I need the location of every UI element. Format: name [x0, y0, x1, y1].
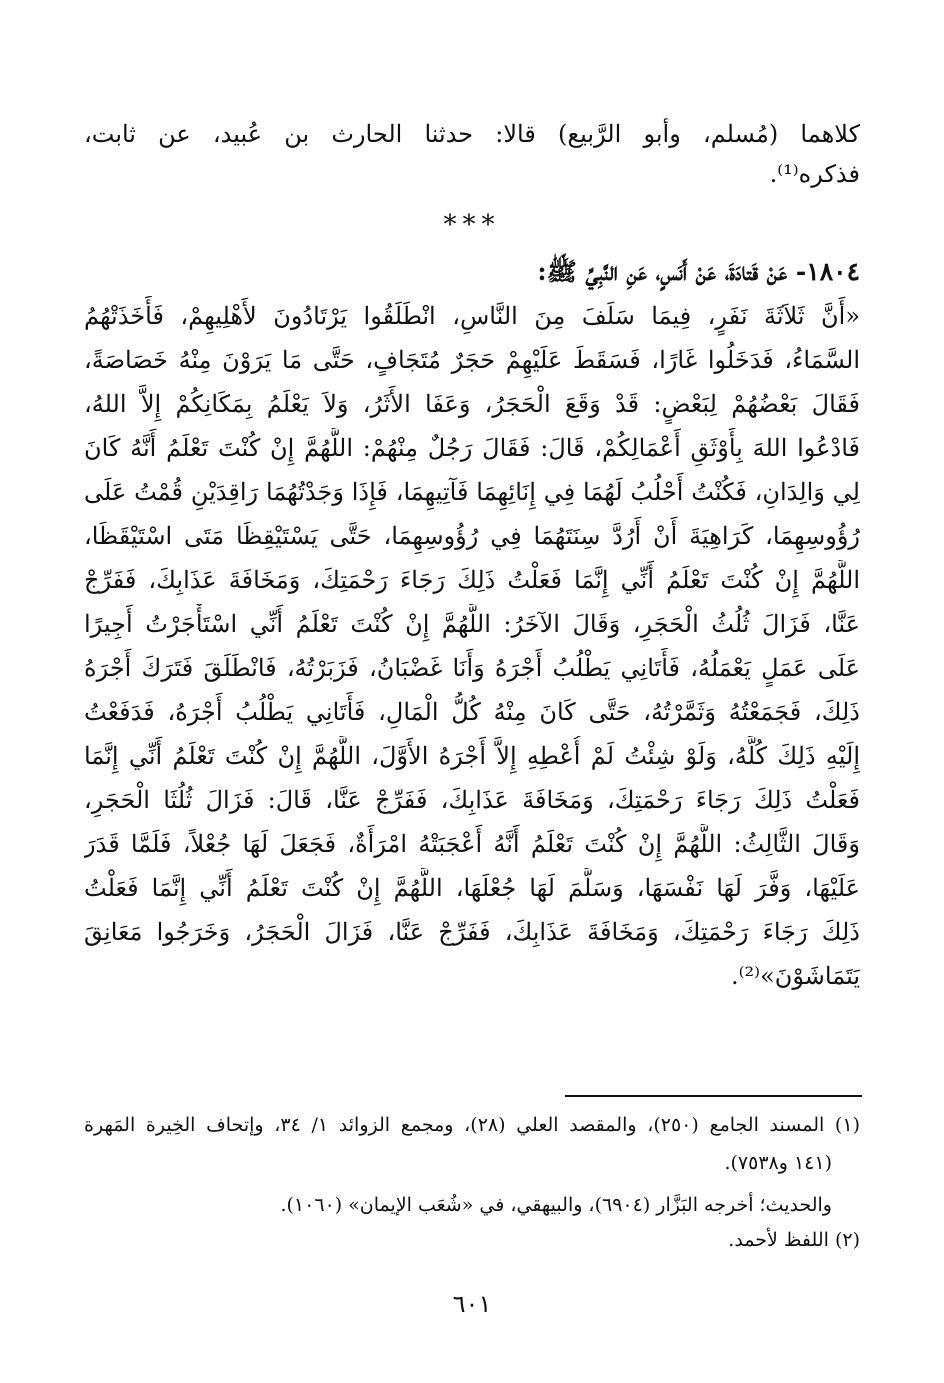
hadith-line: ذَلِكَ رَجَاءَ رَحْمَتِكَ، وَمَخَافَةَ عَذَابِكَ، فَفَرِّجْ عَنَّا، فَزَالَ الْحَجَرُ، وَخَرَجُوا مَعَانِقَ	[84, 918, 860, 946]
hadith-line: السَّمَاءُ، فَدَخَلُوا غَارًا، فَسَقَطَ عَلَيْهِمْ حَجَرٌ مُتَجَافٍ، حَتَّى مَا يَرَوْنَ مِنْهُ خَصَاصَةً،	[84, 346, 860, 374]
hadith-line: رُؤُوسِهِمَا، كَرَاهِيَةَ أَنْ أَرُدَّ سِنَتَهُمَا فِي رُؤُوسِهِمَا، حَتَّى يَسْتَيْقِظَا مَتَى اسْتَيْقَظَا،	[84, 522, 860, 550]
hadith-line: فَادْعُوا اللهَ بِأَوْثَقِ أَعْمَالِكُمْ، قَالَ: فَقَالَ رَجُلٌ مِنْهُمْ: اللَّهُمَّ إِنْ كُنْتَ تَعْلَمُ أَنَّهُ كَانَ	[84, 434, 860, 462]
intro-line-1: كلاهما (مُسلم، وأبو الرَّبيع) قالا: حدثنا الحارث بن عُبيد، عن ثابت،	[84, 120, 860, 148]
hadith-line: عَلَيْهَا، وَفَّرَ لَهَا نَفْسَهَا، وَسَلَّمَ لَهَا جُعْلَهَا، اللَّهُمَّ إِنْ كُنْتَ تَعْلَمُ أَنِّي إِنَّمَا فَعَلْتُ	[84, 874, 860, 902]
page-number: ٦٠١	[452, 1290, 492, 1318]
footnote-1-continuation: (١٤١ و٧٥٣٨).	[724, 1152, 832, 1174]
hadith-line: ذَلِكَ، فَجَمَعْتُهُ وَثَمَّرْتُهُ، حَتَّى كَانَ مِنْهُ كُلُّ الْمَالِ، فَأَتَانِي يَطْلُبُ أَجْرَهُ، فَدَفَعْتُ	[84, 698, 860, 726]
footnote-1: (١) المسند الجامع (٢٥٠)، والمقصد العلي (٢٨)، ومجمع الزوائد ١/ ٣٤، وإتحاف الخِيرة المَهرة	[84, 1114, 860, 1136]
hadith-line: لِي وَالِدَانِ، فَكُنْتُ أَحْلُبُ لَهُمَا فِي إِنَائِهِمَا فَآتِيهِمَا، فَإِذَا وَجَدْتُهُمَا رَاقِدَيْنِ قُمْتُ عَلَى	[84, 478, 860, 506]
hadith-line: «أَنَّ ثَلاَثَةَ نَفَرٍ، فِيمَا سَلَفَ مِنَ النَّاسِ، انْطَلَقُوا يَرْتَادُونَ لأَهْلِيهِمْ، فَأَخَذَتْهُمُ	[84, 302, 860, 330]
footnote-2: (٢) اللفظ لأحمد.	[728, 1229, 860, 1251]
intro-line-2: فذكره⁽¹⁾.	[769, 160, 860, 188]
hadith-line: عَلَى عَمَلٍ يَعْمَلُهُ، فَأَتَانِي يَطْلُبُ أَجْرَهُ وَأَنَا غَضْبَانُ، فَزَبَرْتُهُ، فَانْطَلَقَ فَتَرَكَ أَجْرَهُ	[84, 654, 860, 682]
hadith-line: عَنَّا، فَزَالَ ثُلُثُ الْحَجَرِ، وَقَالَ الآخَرُ: اللَّهُمَّ إِنْ كُنْتَ تَعْلَمُ أَنِّي اسْتَأْجَرْتُ أَجِيرًا	[84, 610, 860, 638]
footnote-separator	[565, 1095, 862, 1097]
hadith-line: اللَّهُمَّ إِنْ كُنْتَ تَعْلَمُ أَنِّي إِنَّمَا فَعَلْتُ ذَلِكَ رَجَاءَ رَحْمَتِكَ، وَمَخَافَةَ عَذَابِكَ، فَفَرِّجْ	[84, 566, 860, 594]
hadith-line: وَقَالَ الثَّالِثُ: اللَّهُمَّ إِنْ كُنْتَ تَعْلَمُ أَنَّهُ أَعْجَبَتْهُ امْرَأَةٌ، فَجَعَلَ لَهَا جُعْلاً، فَلَمَّا قَدَرَ	[84, 830, 860, 858]
footnote-1-extra: والحديث؛ أخرجه البَزَّار (٦٩٠٤)، والبيهقي، في «شُعَب الإيمان» (١٠٦٠).	[280, 1194, 832, 1216]
hadith-line: فَعَلْتُ ذَلِكَ رَجَاءَ رَحْمَتِكَ، وَمَخَافَةَ عَذَابِكَ، فَفَرِّجْ عَنَّا، قَالَ: فَزَالَ ثُلُثَا الْحَجَرِ،	[84, 786, 860, 814]
hadith-line: فَقَالَ بَعْضُهُمْ لِبَعْضٍ: قَدْ وَقَعَ الْحَجَرُ، وَعَفَا الأَثَرُ، وَلاَ يَعْلَمُ بِمَكَانِكُمْ إِلاَّ اللهُ،	[84, 390, 860, 418]
hadith-line: يَتَمَاشَوْنَ»⁽²⁾.	[731, 962, 860, 990]
hadith-line: إِلَيْهِ ذَلِكَ كُلَّهُ، وَلَوْ شِئْتُ لَمْ أُعْطِهِ إِلاَّ أَجْرَهُ الأَوَّلَ، اللَّهُمَّ إِنْ كُنْتَ تَعْلَمُ أَنِّي إِنَّمَا	[84, 742, 860, 770]
hadith-heading: ١٨٠٤- عَنْ قَتادَةَ، عَنْ أَنَسٍ، عَنِ النَّبِيِّ ﷺ:	[537, 257, 860, 286]
section-separator-stars: ***	[443, 210, 501, 240]
